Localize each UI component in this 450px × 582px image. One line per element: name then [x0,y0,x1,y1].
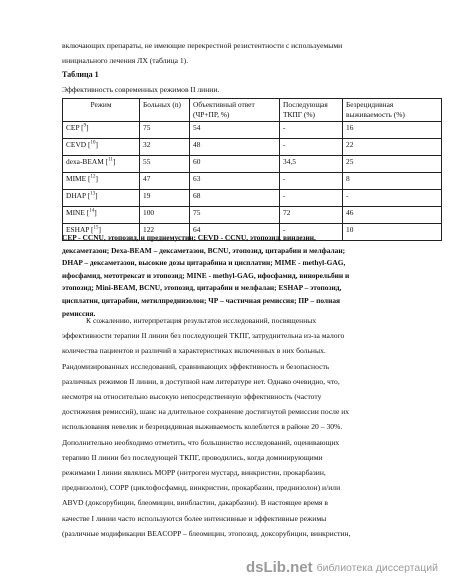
cell-tkpg: 72 [280,207,343,224]
note-line: этопозид; Mini-BEAM, BCNU, этопозид, цитарабин и мелфалан; ESHAP – этопозид, [62,283,342,293]
cell-tkpg: - [280,224,343,241]
cell-response: 60 [190,156,280,173]
header-survival: Безрецидивная выживаемость (%) [343,99,442,122]
regimens-table [62,98,442,241]
cell-patients: 19 [140,190,190,207]
text-line: качестве I линии часто используются более интенсивные и эффективные режимы [62,513,327,523]
cell-patients: 100 [140,207,190,224]
cell-survival: 46 [343,207,442,224]
table-row [63,156,442,173]
note-line: CEP - CCNU, этопозид, и преднемустин; CEVD - CCNU, этопозид, виндезин, [62,233,316,242]
watermark-logo: dsLib.net [245,559,313,576]
cell-patients: 75 [140,122,190,139]
cell-patients: 47 [140,173,190,190]
note-line: DHAP – дексаметазон, высокие дозы цитарабина и цисплатин; MIME - methyl-GAG, [62,258,346,268]
cell-tkpg: - [280,190,343,207]
text-line: Дополнительно необходимо отметить, что большинство исследований, оценивающих [62,437,340,447]
cell-response: 48 [190,139,280,156]
cell-regimen: ESHAP [$^{15}$] [63,224,140,241]
text-line: различных режимов II линии, в доступной нам литературе нет. Однако очевидно, что, [62,376,340,386]
cell-tkpg: - [280,173,343,190]
cell-survival: 22 [343,139,442,156]
header-tkpg: Последующая ТКПГ (%) [280,99,343,122]
cell-tkpg: - [280,139,343,156]
cell-regimen: CEP [$^9$] [63,122,140,139]
header-response: Объективный ответ (ЧР+ПР, %) [190,99,280,122]
text-line: терапию II линии без последующей ТКПГ, проводились, когда доминирующими [62,452,323,462]
cell-regimen: dexa-BEAM [$^{11}$] [63,156,140,173]
cell-tkpg: 34,5 [280,156,343,173]
note-line: дексаметазон; Dexa-BEAM – дексаметазон, BCNU, этопозид, цитарабин и мелфалан; [62,245,346,255]
cell-response: 63 [190,173,280,190]
table-caption: Эффективность современных режимов II линии. [62,85,220,94]
cell-tkpg: - [280,122,343,139]
text-line: инициального лечения ЛХ (таблица 1). [62,56,189,66]
text-line: (различные модификации BEACOPP – блеомицин, этопозид, доксорубицин, винкристин, [62,528,351,538]
text-line: преднизолон), СОРР (циклофосфамид, винкристин, прокарбазин, преднизолон) и/или [62,483,341,493]
note-line: ифосфамид, метотрексат и этопозид; MINE - methyl-GAG, ифосфамид, винорельбин и [62,270,350,280]
header-regimen: Режим [63,99,140,122]
body-paragraph [62,313,404,541]
note-line: цисплатин, цитарабин, метилпреднизолон; ЧР – частичная ремиссия; ПР – полная [62,295,341,305]
cell-survival: 16 [343,122,442,139]
cell-response: 75 [190,207,280,224]
table-header-row [63,99,442,122]
cell-survival: - [343,190,442,207]
intro-paragraph [62,38,404,68]
cell-regimen: DHAP [$^{13}$] [63,190,140,207]
note-line: ремиссия. [62,308,96,318]
table-row [63,207,442,224]
text-line: Рандомизированных исследований, сравнивающих эффективность и безопасность [62,361,330,371]
watermark-text: библиотека диссертаций [316,561,438,574]
table-row [63,190,442,207]
text-line: К сожалению, интерпретация результатов исследований, посвященных [86,316,317,325]
cell-regimen: CEVD [$^{10}$] [63,139,140,156]
cell-regimen: MIME [$^{12}$] [63,173,140,190]
cell-survival: 25 [343,156,442,173]
text-line: ABVD (доксорубицин, блеомицин, винбластин, дакарбазин). В настоящее время в [62,498,328,508]
cell-survival: 8 [343,173,442,190]
table-title: Таблица 1 [62,70,99,79]
table-row [63,122,442,139]
text-line: режимами I линии являлись МОРР (нитроген мустард, винкристин, прокарбазин, [62,468,326,478]
cell-patients: 55 [140,156,190,173]
text-line: несмотря на относительно высокую непосредственную эффективность (частоту [62,392,322,402]
table-notes [62,232,404,320]
cell-regimen: MINE [$^{14}$] [63,207,140,224]
table-row [63,139,442,156]
watermark [246,559,438,576]
text-line: использования невелик и безрецидивная выживаемость колеблется в районе 20 – 30%. [62,422,343,432]
header-patients: Больных (n) [140,99,190,122]
cell-survival: 10 [343,224,442,241]
cell-patients: 122 [140,224,190,241]
cell-patients: 32 [140,139,190,156]
cell-response: 68 [190,190,280,207]
table-row [63,173,442,190]
text-line: включающих препараты, не имеющие перекрестной резистентности с используемыми [62,41,343,50]
text-line: эффективности терапии II линии без последующей ТКПГ, затруднительна из-за малого [62,331,345,341]
cell-response: 64 [190,224,280,241]
text-line: достижения ремиссий), шанс на длительное сохранение достигнутой ремиссии после их [62,407,350,417]
text-line: количества пациентов и различий в характеристиках включенных в них больных. [62,346,326,356]
cell-response: 54 [190,122,280,139]
